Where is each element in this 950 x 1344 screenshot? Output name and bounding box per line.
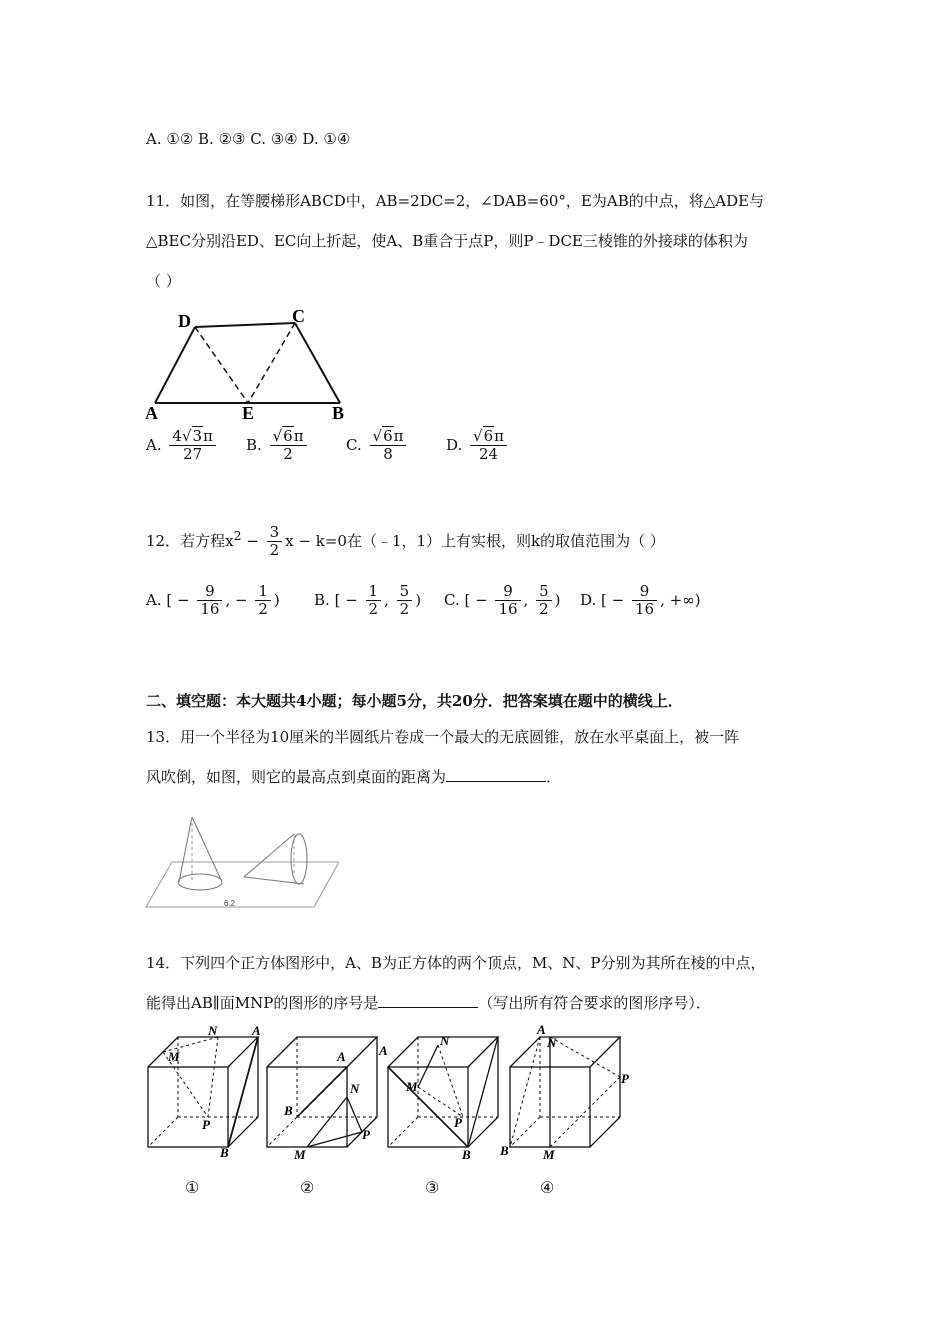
q11-option-d: D. $\frac{√6\pi}{24}$	[446, 428, 510, 464]
q14-line1: 14．下列四个正方体图形中，A、B为正方体的两个顶点，M、N、P分别为其所在棱的中点，	[146, 954, 766, 972]
svg-text:B: B	[500, 1143, 509, 1158]
svg-text:A: A	[379, 1043, 388, 1058]
section-2-heading: 二、填空题：本大题共4小题；每小题5分，共20分．把答案填在题中的横线上．	[146, 692, 683, 710]
svg-text:B: B	[220, 1145, 229, 1160]
q10-options: A. ①② B. ②③ C. ③④ D. ①④	[146, 130, 351, 148]
q14-line2: 能得出AB∥面MNP的图形的序号是 （写出所有符合要求的图形序号）．	[146, 994, 711, 1012]
svg-text:N: N	[547, 1035, 557, 1050]
svg-text:A: A	[337, 1049, 346, 1064]
cube-caption-3: ③	[425, 1178, 440, 1197]
svg-text:P: P	[362, 1127, 370, 1142]
trapezoid-figure	[140, 305, 360, 425]
svg-text:M: M	[406, 1079, 418, 1094]
cone-fig-label: 6.2	[224, 899, 236, 908]
edge-dc	[195, 323, 295, 327]
svg-text:M: M	[543, 1147, 555, 1160]
label-c: C	[292, 306, 305, 326]
svg-text:A: A	[537, 1025, 546, 1037]
label-e: E	[242, 403, 255, 423]
q12-option-b: B. [ − $\frac{1}{2}$ , $\frac{5}{2}$ )	[314, 582, 422, 619]
svg-text:P: P	[202, 1117, 210, 1132]
svg-text:B: B	[462, 1147, 471, 1160]
cone-figure	[144, 812, 339, 912]
svg-text:N: N	[350, 1081, 360, 1096]
label-b: B	[332, 403, 345, 423]
q11-line1: 11．如图，在等腰梯形ABCD中，AB=2DC=2，∠DAB=60°，E为AB的中点，将△ADE与	[146, 192, 765, 210]
q11-line2: △BEC分别沿ED、EC向上折起，使A、B重合于点P，则P﹣DCE三棱锥的外接球的体积为	[146, 232, 748, 250]
cube-figure-1	[140, 1025, 265, 1160]
answer-blank-13[interactable]	[446, 767, 546, 782]
svg-text:M: M	[168, 1049, 180, 1064]
edge-cb	[295, 323, 340, 403]
q12-option-c: C. [ − $\frac{9}{16}$ , $\frac{5}{2}$ )	[444, 582, 561, 619]
cube-figure-2	[262, 1025, 387, 1160]
svg-text:P: P	[454, 1115, 462, 1130]
q11-line3: （ ）	[146, 272, 181, 290]
svg-text:B: B	[284, 1103, 293, 1118]
svg-text:N: N	[208, 1025, 218, 1038]
cube-figure-3	[378, 1025, 503, 1160]
label-d: D	[178, 311, 191, 331]
q11-option-b: B. $\frac{√6\pi}{2}$	[246, 428, 310, 464]
q12-stem: 12．若方程$x^2$ − $\frac{3}{2}$ x − k=0在（﹣1，1）上有实根，则k的取值范围为（ ）	[146, 523, 665, 560]
svg-text:M: M	[294, 1147, 306, 1160]
edge-ad	[155, 327, 195, 403]
edge-de	[195, 327, 248, 403]
q13-line2: 风吹倒，如图，则它的最高点到桌面的距离为 ．	[146, 768, 562, 786]
svg-text:P: P	[621, 1071, 629, 1086]
label-a: A	[145, 403, 158, 423]
cube-caption-4: ④	[540, 1178, 555, 1197]
q13-line1: 13．用一个半径为10厘米的半圆纸片卷成一个最大的无底圆锥，放在水平桌面上，被一阵	[146, 728, 740, 746]
cube-caption-1: ①	[185, 1178, 200, 1197]
cube-figure-4	[495, 1025, 635, 1160]
q12-option-d: D. [ − $\frac{9}{16}$ , +∞)	[580, 582, 701, 619]
q12-option-a: A. [ − $\frac{9}{16}$ , − $\frac{1}{2}$ )	[146, 582, 280, 619]
answer-blank-14[interactable]	[378, 993, 478, 1008]
edge-ce	[248, 323, 295, 403]
cube-caption-2: ②	[300, 1178, 315, 1197]
svg-text:N: N	[440, 1033, 450, 1048]
q11-option-a: A. $\frac{4√3\pi}{27}$	[146, 428, 219, 464]
q11-option-c: C. $\frac{√6\pi}{8}$	[346, 428, 409, 464]
svg-text:A: A	[252, 1025, 261, 1038]
